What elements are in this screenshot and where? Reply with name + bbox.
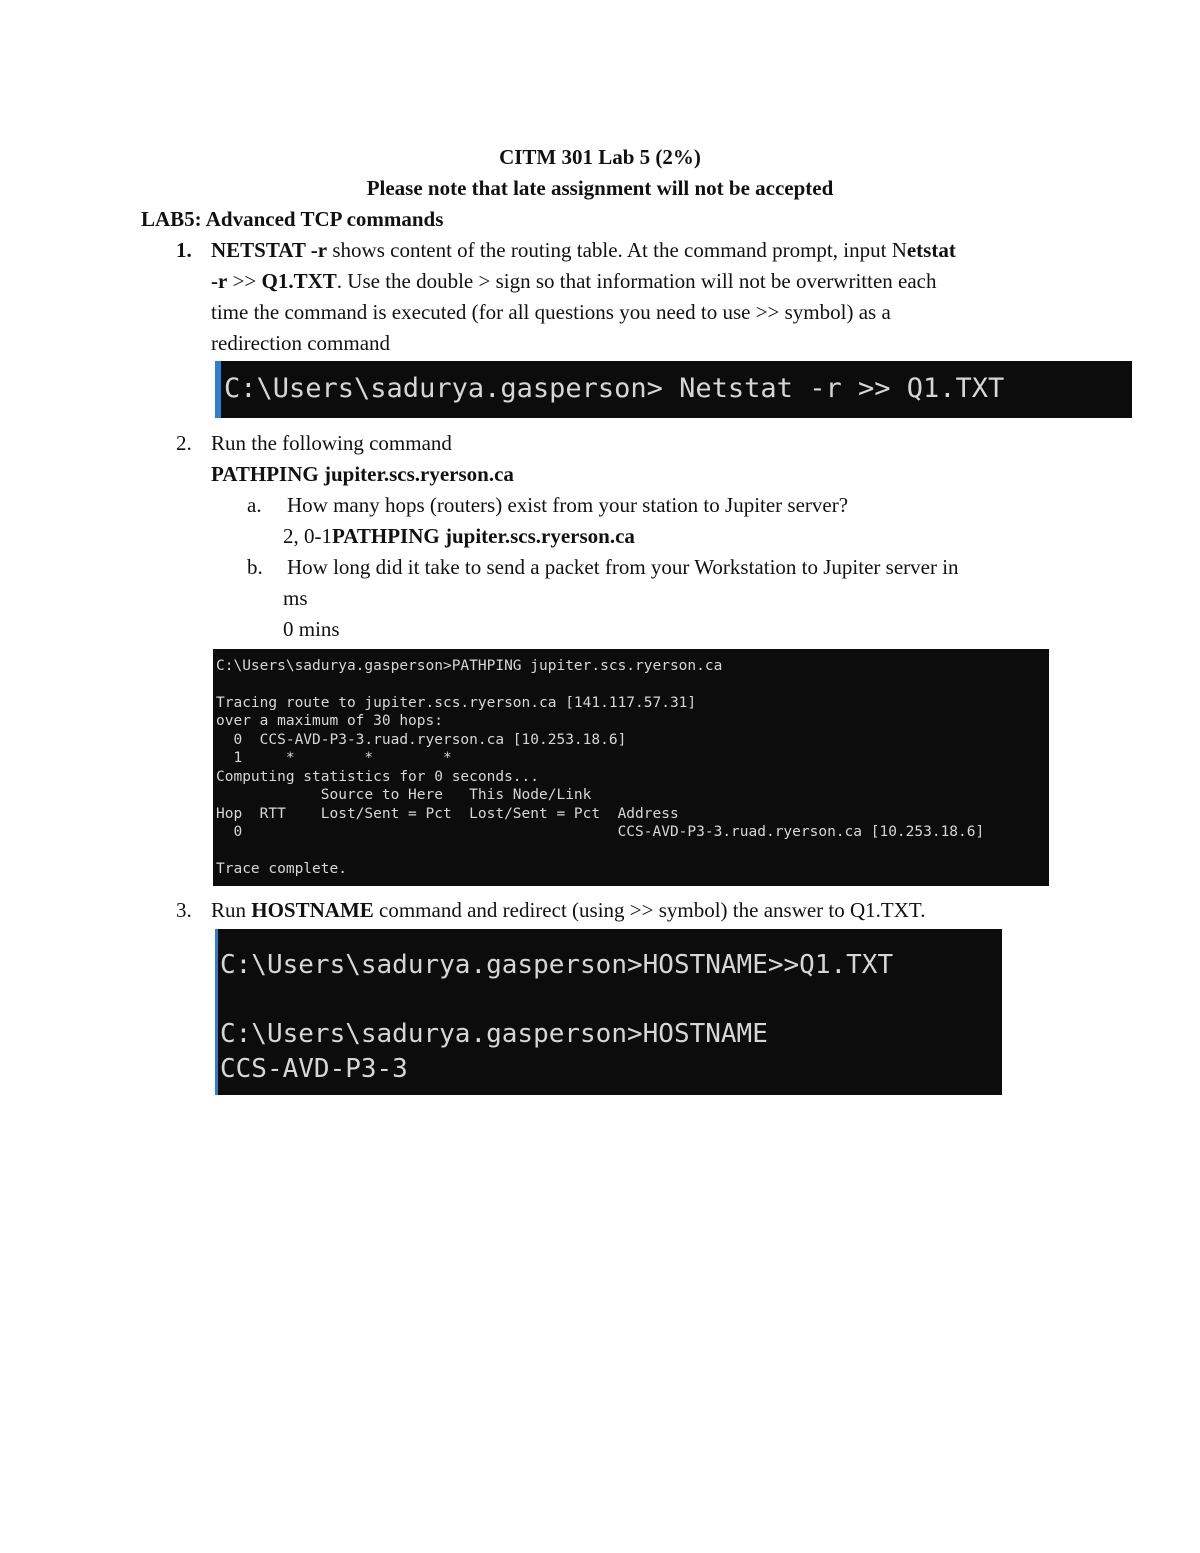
q1-line-2: -r >> Q1.TXT. Use the double > sign so that information will not be overwritten each (211, 269, 937, 293)
terminal-screenshot-pathping (213, 649, 1049, 886)
terminal-line: CCS-AVD-P3-3 (220, 1054, 408, 1084)
terminal-line: 1 * * * (216, 750, 452, 766)
q2-intro: Run the following command (211, 431, 452, 455)
terminal-line: 0 CCS-AVD-P3-3.ruad.ryerson.ca [10.253.18.6] (216, 732, 627, 748)
lab-heading: LAB5: Advanced TCP commands (141, 207, 444, 231)
q2-command: PATHPING jupiter.scs.ryerson.ca (211, 462, 514, 486)
q1-line-3: time the command is executed (for all questions you need to use >> symbol) as a (211, 300, 891, 324)
q2a-label: a. (247, 493, 262, 517)
late-notice: Please note that late assignment will not be accepted (366, 176, 834, 200)
terminal-line: C:\Users\sadurya.gasperson>HOSTNAME (220, 1019, 768, 1049)
terminal-screenshot-netstat (215, 361, 1132, 418)
terminal-line: 0 CCS-AVD-P3-3.ruad.ryerson.ca [10.253.18.6] (216, 824, 985, 840)
terminal-line: C:\Users\sadurya.gasperson>PATHPING jupiter.scs.ryerson.ca (216, 658, 723, 674)
q2a-answer: 2, 0-1PATHPING jupiter.scs.ryerson.ca (283, 524, 635, 548)
terminal-line: Source to Here This Node/Link (216, 787, 592, 803)
terminal-line: over a maximum of 30 hops: (216, 713, 443, 729)
q2b-answer: 0 mins (283, 617, 340, 641)
q3-text: Run HOSTNAME command and redirect (using >> symbol) the answer to Q1.TXT. (211, 898, 926, 922)
terminal-line: Tracing route to jupiter.scs.ryerson.ca [141.117.57.31] (216, 695, 697, 711)
q2b-question-line-2: ms (283, 586, 308, 610)
terminal-line: Hop RTT Lost/Sent = Pct Lost/Sent = Pct Address (216, 806, 679, 822)
q3-number: 3. (176, 898, 192, 922)
terminal-line: C:\Users\sadurya.gasperson> Netstat -r >> Q1.TXT (224, 373, 1005, 404)
q1-line-1: NETSTAT -r shows content of the routing table. At the command prompt, input Netstat (211, 238, 956, 262)
terminal-line: Trace complete. (216, 861, 347, 877)
q2a-question: How many hops (routers) exist from your station to Jupiter server? (287, 493, 849, 517)
q1-line-4: redirection command (211, 331, 391, 355)
terminal-line: Computing statistics for 0 seconds... (216, 769, 540, 785)
q2-number: 2. (176, 431, 192, 455)
terminal-line: C:\Users\sadurya.gasperson>HOSTNAME>>Q1.TXT (220, 950, 894, 980)
q2b-label: b. (247, 555, 263, 579)
terminal-screenshot-hostname (215, 929, 1002, 1095)
page-title: CITM 301 Lab 5 (2%) (499, 145, 701, 169)
q2b-question-line-1: How long did it take to send a packet from your Workstation to Jupiter server in (287, 555, 959, 579)
q1-number: 1. (176, 238, 192, 262)
